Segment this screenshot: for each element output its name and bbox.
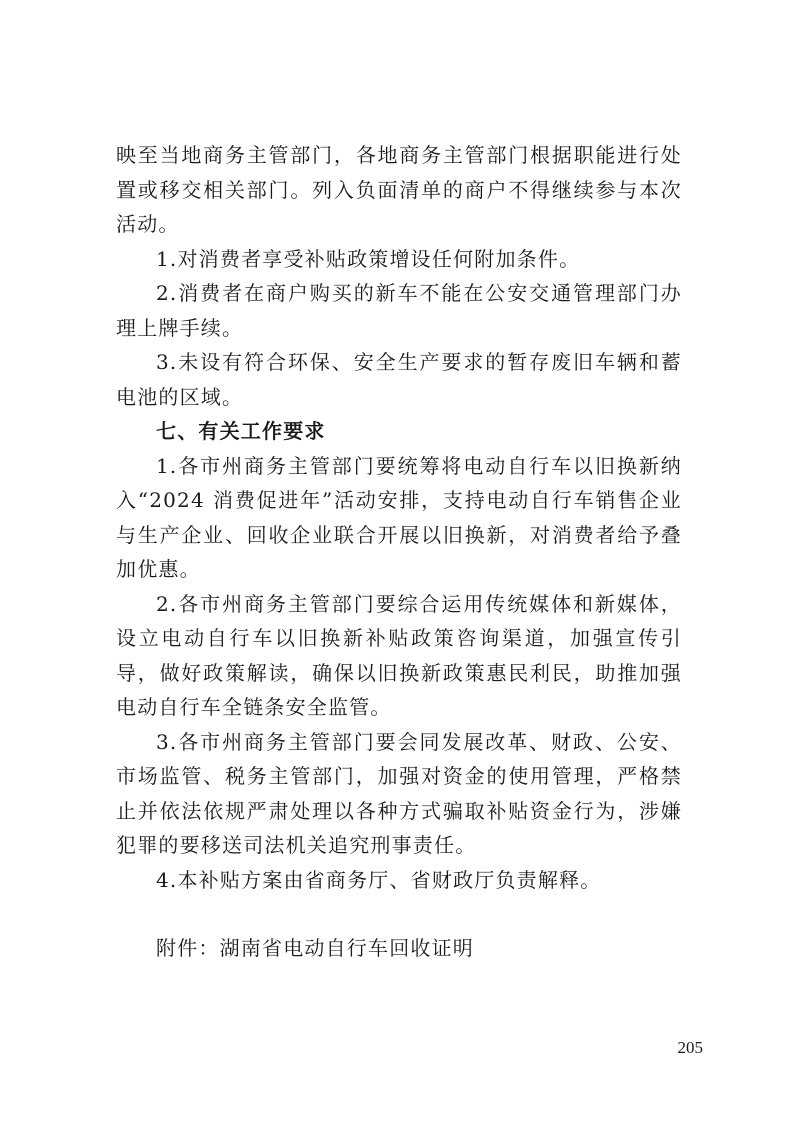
page-number: 205: [677, 1038, 703, 1057]
paragraph-continuation: 映至当地商务主管部门，各地商务主管部门根据职能进行处置或移交相关部门。列入负面清单的商户不得继续参与本次活动。: [116, 143, 682, 236]
requirement-4: 4.本补贴方案由省商务厅、省财政厅负责解释。: [156, 867, 602, 892]
attachment-note: 附件：湖南省电动自行车回收证明: [156, 936, 474, 960]
requirement-2: 2.各市州商务主管部门要综合运用传统媒体和新媒体，设立电动自行车以旧换新补贴政策咨询渠道，加强宣传引导，做好政策解读，确保以旧换新政策惠民利民，助推加强电动自行车全链条安全监管。: [116, 591, 682, 719]
paragraph-item-3: 3.未设有符合环保、安全生产要求的暂存废旧车辆和蓄电池的区域。: [116, 350, 682, 409]
paragraph-item-1: 1.对消费者享受补贴政策增设任何附加条件。: [156, 246, 581, 271]
spacer: [116, 897, 682, 931]
paragraph-item-2: 2.消费者在商户购买的新车不能在公安交通管理部门办理上牌手续。: [116, 281, 682, 340]
section-heading: 七、有关工作要求: [156, 419, 326, 443]
requirement-3: 3.各市州商务主管部门要会同发展改革、财政、公安、市场监管、税务主管部门，加强对资金的使用管理，严格禁止并依法依规严肃处理以各种方式骗取补贴资金行为，涉嫌犯罪的要移送司法机关追究刑事责任。: [116, 729, 682, 857]
requirement-1: 1.各市州商务主管部门要统筹将电动自行车以旧换新纳入“2024 消费促进年”活动安排，支持电动自行车销售企业与生产企业、回收企业联合开展以旧换新，对消费者给予叠加优惠。: [116, 453, 682, 581]
document-body: [116, 138, 682, 966]
